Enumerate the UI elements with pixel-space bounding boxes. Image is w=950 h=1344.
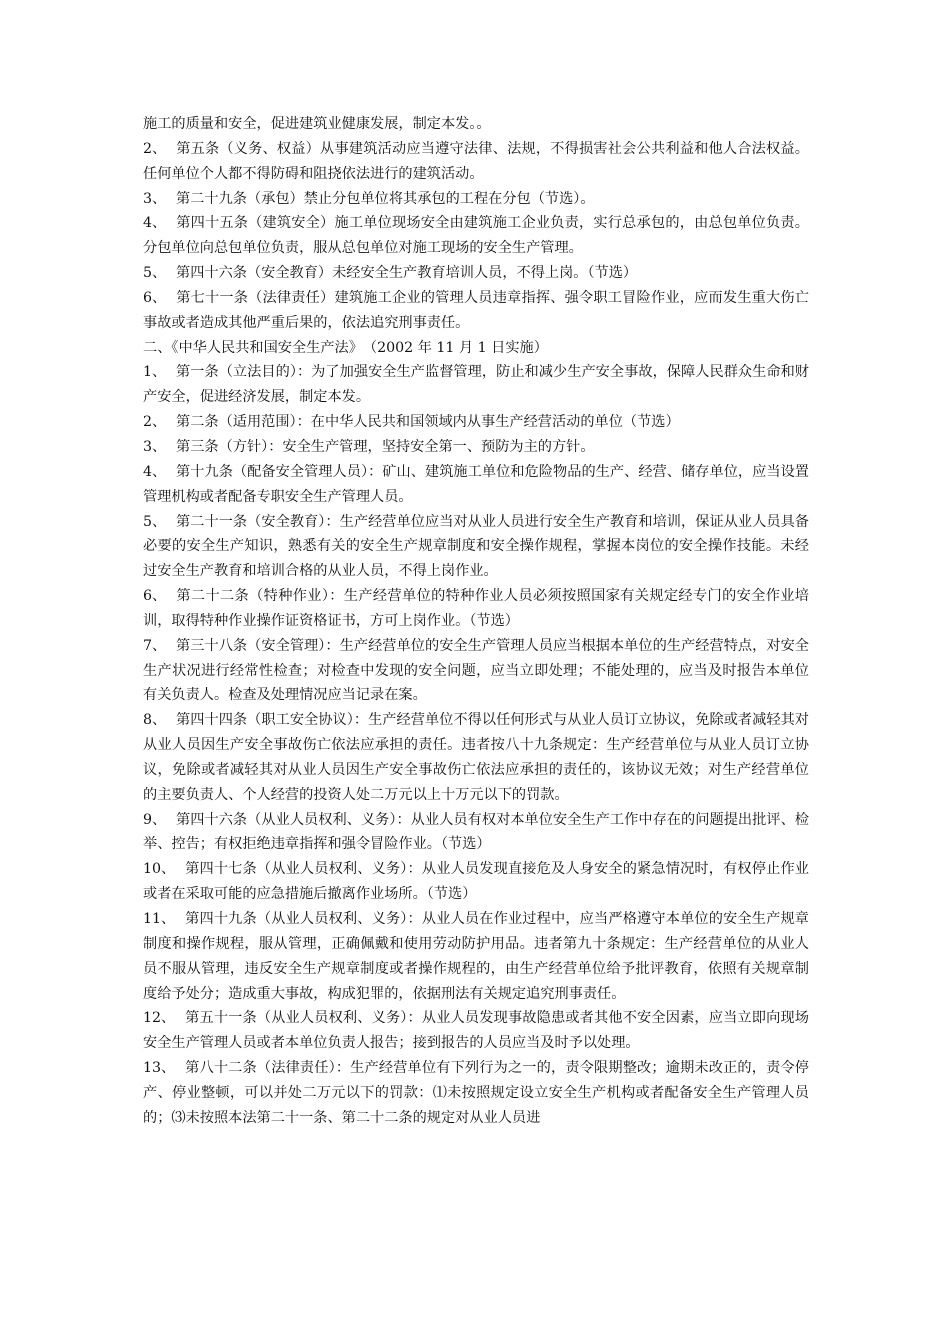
intro-paragraph: 施工的质量和安全，促进建筑业健康发展，制定本发。。 [143,116,491,132]
article-number: 13、 [143,1060,176,1077]
article-item [143,187,809,212]
article-number: 2、 [143,140,167,157]
article-text: 第七十一条（法律责任）建筑施工企业的管理人员违章指挥、强令职工冒险作业，应而发生重大伤亡事故或者造成其他严重后果的，依法追究刑事责任。 [143,289,809,331]
article-item [143,460,809,510]
article-text: 第一条（立法目的）：为了加强安全生产监督管理，防止和减少生产安全事故，保障人民群众生命和财产安全，促进经济发展，制定本发。 [143,364,809,406]
article-text: 第八十二条（法律责任）：生产经营单位有下列行为之一的，责令限期整改；逾期未改正的，责令停产、停业整顿，可以并处二万元以下的罚款：⑴未按照规定设立安全生产机构或者配备安全生产管理人员的；⑶未按照本法第二十一条、第二十二条的规定对从业人员进 [143,1060,809,1126]
article-text: 第四十九条（从业人员权利、义务）：从业人员在作业过程中，应当严格遵守本单位的安全生产规章制度和操作规程，服从管理，正确佩戴和使用劳动防护用品。违者第九十条规定：生产经营单位的从业人员不服从管理，违反安全生产规章制度或者操作规程的，由生产经营单位给予批评教育，依照有关规章制度给予处分；造成重大事故，构成犯罪的，依据刑法有关规定追究刑事责任。 [143,911,809,1002]
article-text: 第四十七条（从业人员权利、义务）：从业人员发现直接危及人身安全的紧急情况时，有权停止作业或者在采取可能的应急措施后撤离作业场所。（节选） [143,861,809,903]
article-number: 3、 [143,438,167,455]
article-text: 第五条（义务、权益）从事建筑活动应当遵守法律、法规，不得损害社会公共利益和他人合法权益。任何单位个人都不得防碍和阻挠依法进行的建筑活动。 [143,140,809,182]
article-item [143,1056,809,1131]
part2-list [143,360,809,1130]
article-text: 第三条（方针）：安全生产管理，坚持安全第一、预防为主的方针。 [176,438,595,455]
part2-heading: 二、《中华人民共和国安全生产法》 （2002 年 11 月 1 日实施） [143,339,548,356]
article-text: 第四十四条（职工安全协议）：生产经营单位不得以任何形式与从业人员订立协议，免除或者减轻其对从业人员因生产安全事故伤亡依法应承担的责任。违者按八十九条规定：生产经营单位与从业人员订立协议，免除或者减轻其对从业人员因生产安全事故伤亡依法应承担的责任的，该协议无效；对生产经营单位的主要负责人、个人经营的投资人处二万元以上十万元以下的罚款。 [143,712,809,803]
article-item [143,808,809,858]
article-number: 6、 [143,588,167,605]
article-item [143,584,809,634]
article-item [143,261,809,286]
article-number: 1、 [143,364,167,381]
article-number: 5、 [143,513,167,530]
article-item [143,510,809,585]
article-number: 6、 [143,289,167,306]
article-text: 第十九条（配备安全管理人员）：矿山、建筑施工单位和危险物品的生产、经营、储存单位，应当设置管理机构或者配备专职安全生产管理人员。 [143,463,809,505]
article-number: 11、 [143,911,176,927]
article-number: 9、 [143,811,167,828]
article-item [143,360,809,410]
document-page [143,112,809,1131]
article-number: 8、 [143,712,167,729]
article-item [143,435,809,460]
article-item [143,857,809,907]
article-item [143,907,809,1006]
article-number: 10、 [143,861,176,878]
article-text: 第四十五条（建筑安全）施工单位现场安全由建筑施工企业负责，实行总承包的，由总包单位负责。分包单位向总包单位负责，服从总包单位对施工现场的安全生产管理。 [143,215,809,257]
article-text: 第二十二条（特种作业）：生产经营单位的特种作业人员必须按照国家有关规定经专门的安全作业培训，取得特种作业操作证资格证书，方可上岗作业。（节选） [143,588,809,629]
article-number: 4、 [143,463,167,480]
article-number: 5、 [143,265,167,282]
article-text: 第二十一条（安全教育）：生产经营单位应当对从业人员进行安全生产教育和培训，保证从业人员具备必要的安全生产知识，熟悉有关的安全生产规章制度和安全操作规程，掌握本岗位的安全操作技能。未经过安全生产教育和培训合格的从业人员，不得上岗作业。 [143,513,809,580]
article-item [143,708,809,807]
article-item [143,634,809,709]
article-item [143,137,809,187]
article-text: 第五十一条（从业人员权利、义务）：从业人员发现事故隐患或者其他不安全因素，应当立即向现场安全生产管理人员或者本单位负责人报告；接到报告的人员应当及时予以处理。 [143,1010,809,1052]
article-text: 第四十六条（从业人员权利、义务）：从业人员有权对本单位安全生产工作中存在的问题提出批评、检举、控告；有权拒绝违章指挥和强令冒险作业。（节选） [143,811,809,853]
article-text: 第二十九条（承包）禁止分包单位将其承包的工程在分包（节选）。 [176,190,595,207]
article-item [143,1006,809,1056]
article-item [143,211,809,261]
article-number: 12、 [143,1010,176,1027]
article-item [143,286,809,336]
article-text: 第三十八条（安全管理）：生产经营单位的安全生产管理人员应当根据本单位的生产经营特点，对安全生产状况进行经常性检查；对检查中发现的安全问题，应当立即处理；不能处理的，应当及时报告本单位有关负责人。检查及处理情况应当记录在案。 [143,637,809,704]
article-number: 2、 [143,414,167,431]
article-number: 7、 [143,637,167,654]
article-number: 4、 [143,215,167,232]
article-number: 3、 [143,190,167,207]
article-item [143,410,809,435]
article-text: 第四十六条（安全教育）未经安全生产教育培训人员，不得上岗。（节选） [176,265,638,282]
article-text: 第二条（适用范围）：在中华人民共和国领域内从事生产经营活动的单位（节选） [176,414,680,431]
part1-list [143,137,809,336]
